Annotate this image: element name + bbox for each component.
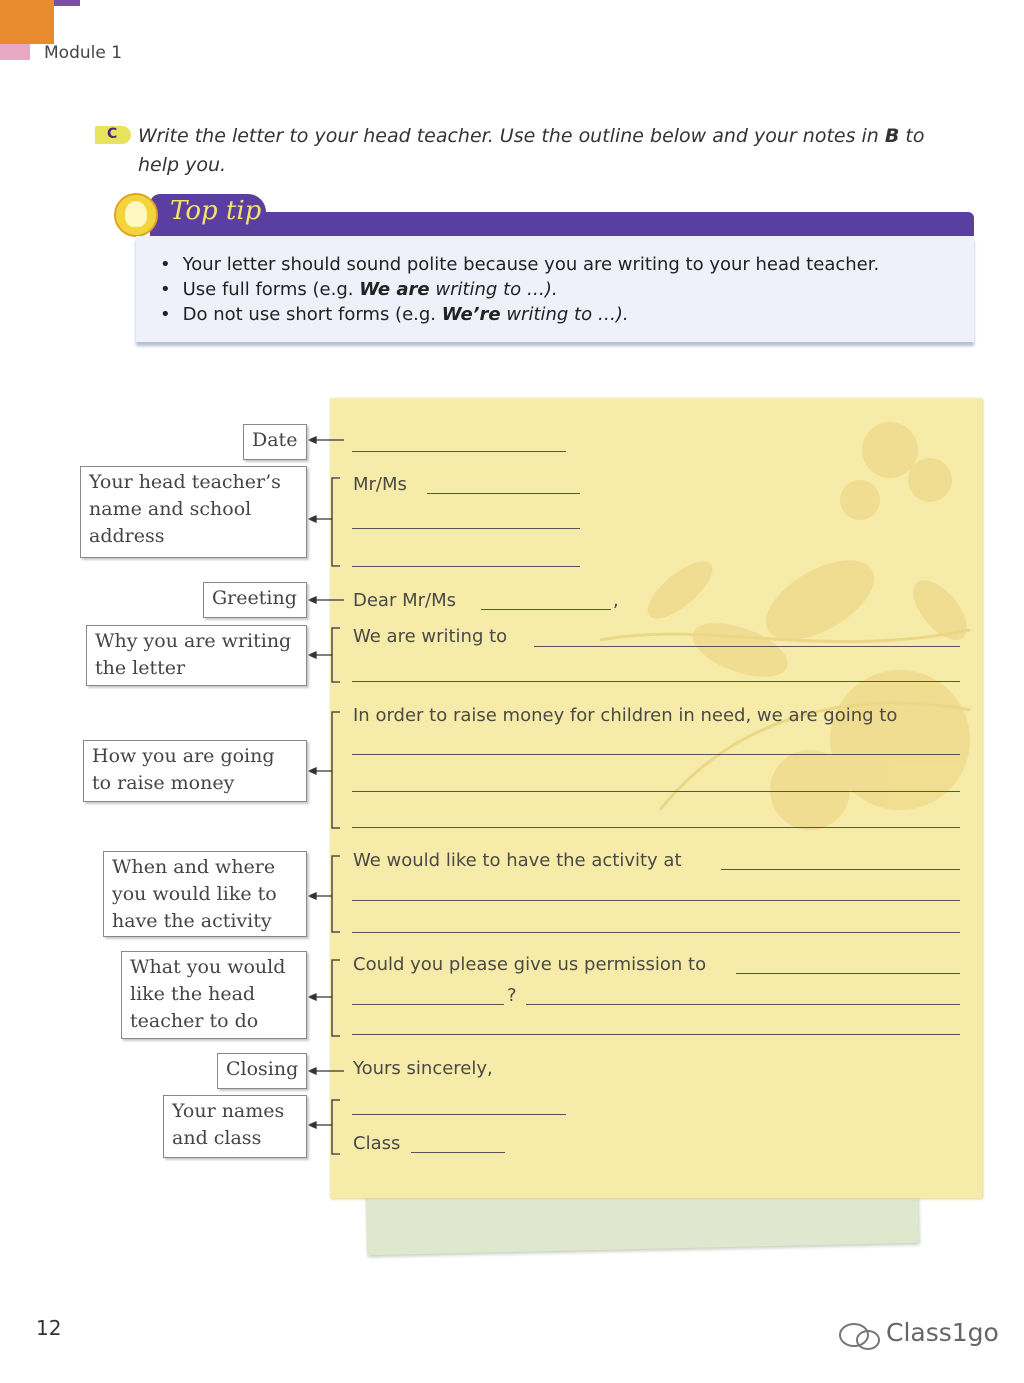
label-closing: Closing <box>217 1053 307 1089</box>
blank-activity-2[interactable] <box>352 900 960 901</box>
letter-activity-at: We would like to have the activity at <box>353 850 682 871</box>
blank-permission-4[interactable] <box>352 1034 960 1035</box>
label-how: How you are going to raise money <box>83 740 307 802</box>
corner-decoration-purple <box>54 0 80 6</box>
instruction-text: Write the letter to your head teacher. Use the outline below and your notes in B to help you. <box>138 125 925 176</box>
blank-permission-2[interactable] <box>352 1004 504 1005</box>
blank-address-line-2[interactable] <box>352 566 580 567</box>
blank-address-line-1[interactable] <box>352 528 580 529</box>
tip-item: • Use full forms (e.g. We are writing to …). <box>160 277 879 302</box>
letter-question-mark: ? <box>507 985 517 1006</box>
connector-lines <box>300 420 360 1170</box>
label-greeting: Greeting <box>203 582 307 618</box>
blank-head-name[interactable] <box>427 493 580 494</box>
letter-mrms: Mr/Ms <box>353 474 407 495</box>
blank-greeting-name[interactable] <box>481 609 611 610</box>
lightbulb-icon-glow <box>125 201 147 227</box>
label-what: What you would like the head teacher to do <box>121 951 307 1039</box>
section-badge: C <box>95 126 131 144</box>
top-tip-title: Top tip <box>170 196 262 226</box>
letter-closing: Yours sincerely, <box>353 1058 493 1079</box>
blank-raise-money-3[interactable] <box>352 827 960 828</box>
letter-permission: Could you please give us permission to <box>353 954 707 975</box>
blank-writing-to[interactable] <box>534 646 960 647</box>
top-tip-header-bar <box>150 212 974 236</box>
blank-permission[interactable] <box>736 973 960 974</box>
page-number: 12 <box>36 1316 62 1340</box>
letter-writing-to: We are writing to <box>353 626 508 647</box>
label-why: Why you are writing the letter <box>86 625 307 686</box>
letter-greeting-comma: , <box>613 590 619 611</box>
blank-raise-money-2[interactable] <box>352 791 960 792</box>
label-address: Your head teacher’s name and school address <box>80 466 307 558</box>
blank-names[interactable] <box>352 1114 566 1115</box>
blank-activity-3[interactable] <box>352 932 960 933</box>
blank-writing-to-2[interactable] <box>352 681 960 682</box>
letter-class: Class <box>353 1133 401 1154</box>
letter-raise-money: In order to raise money for children in need, we are going to <box>353 705 898 726</box>
corner-decoration <box>0 0 54 44</box>
label-when: When and where you would like to have the activity <box>103 851 307 937</box>
blank-class[interactable] <box>411 1152 505 1153</box>
label-names: Your names and class <box>163 1095 307 1158</box>
corner-decoration-pink <box>0 44 30 60</box>
flower-decoration <box>560 410 980 840</box>
blank-date[interactable] <box>352 451 566 452</box>
label-date: Date <box>243 424 307 460</box>
blank-activity-at[interactable] <box>721 869 960 870</box>
wechat-icon <box>838 1322 882 1352</box>
tip-item: • Your letter should sound polite because you are writing to your head teacher. <box>160 252 879 277</box>
watermark-text: Class1go <box>886 1318 999 1347</box>
module-label: Module 1 <box>44 43 123 63</box>
blank-raise-money-1[interactable] <box>352 754 960 755</box>
letter-dear: Dear Mr/Ms <box>353 590 456 611</box>
blank-permission-3[interactable] <box>526 1004 960 1005</box>
tip-item: • Do not use short forms (e.g. We’re writing to …). <box>160 302 879 327</box>
top-tip-list <box>160 252 879 327</box>
